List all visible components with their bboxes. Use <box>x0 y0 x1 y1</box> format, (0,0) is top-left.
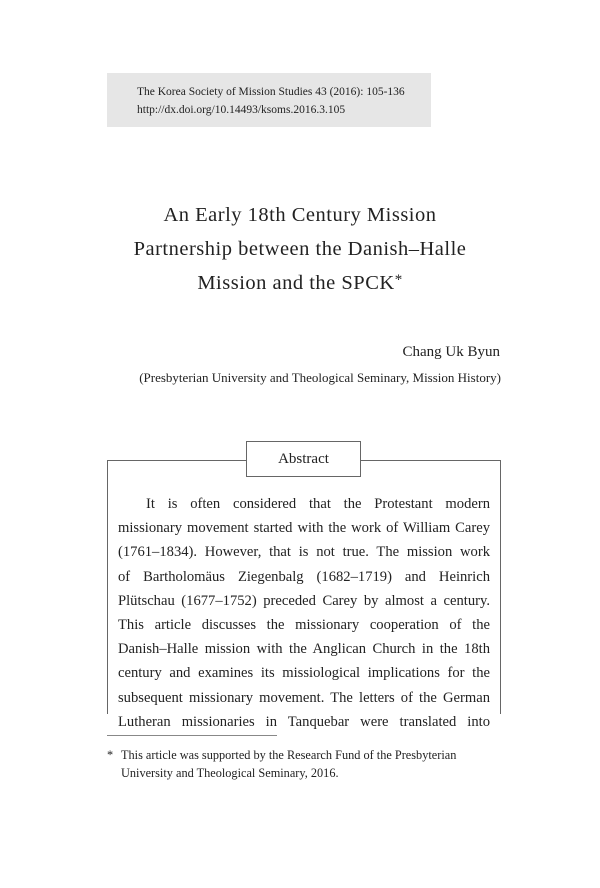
abstract-line: century and examines its missiological implications for the <box>118 665 490 682</box>
doi-link[interactable]: http://dx.doi.org/10.14493/ksoms.2016.3.105 <box>137 104 346 116</box>
footnote-rule <box>107 735 277 736</box>
title-footnote-mark[interactable]: * <box>394 272 403 288</box>
abstract-line: It is often considered that the Protestant modern <box>146 496 490 512</box>
author-name: Chang Uk Byun <box>402 344 500 360</box>
abstract-line: subsequent missionary movement. The letters of the German <box>118 689 490 706</box>
abstract-body <box>118 492 490 730</box>
abstract-line: missionary movement started with the work of William Carey <box>118 520 490 537</box>
abstract-line: of Bartholomäus Ziegenbalg (1682–1719) and Heinrich <box>118 568 490 585</box>
footnote-line-1: This article was supported by the Research Fund of the Presbyterian <box>121 748 457 762</box>
journal-citation-box <box>107 73 431 127</box>
abstract-line: Danish–Halle mission with the Anglican Church in the 18th <box>118 641 490 658</box>
abstract-line: Plütschau (1677–1752) preceded Carey by almost a century. <box>118 592 490 609</box>
title-line-2: Partnership between the Danish–Halle <box>133 238 467 260</box>
footnote-line-2: University and Theological Seminary, 2016. <box>121 766 339 780</box>
title-line-3-text: Mission and the SPCK <box>197 272 395 294</box>
footnote <box>107 746 501 782</box>
abstract-line: This article discusses the missionary cooperation of the <box>118 617 490 634</box>
author-affiliation: (Presbyterian University and Theological Seminary, Mission History) <box>139 370 501 385</box>
title-line-1: An Early 18th Century Mission <box>163 204 437 226</box>
abstract-line: (1761–1834). However, that is not true. The mission work <box>118 544 490 561</box>
footnote-mark: * <box>107 748 114 762</box>
abstract-heading: Abstract <box>246 441 361 477</box>
abstract-line: Lutheran missionaries in Tanquebar were translated into <box>118 713 490 730</box>
journal-citation: The Korea Society of Mission Studies 43 (2016): 105-136 <box>137 86 405 98</box>
title-line-3 <box>60 266 540 300</box>
paper-title <box>60 198 540 300</box>
